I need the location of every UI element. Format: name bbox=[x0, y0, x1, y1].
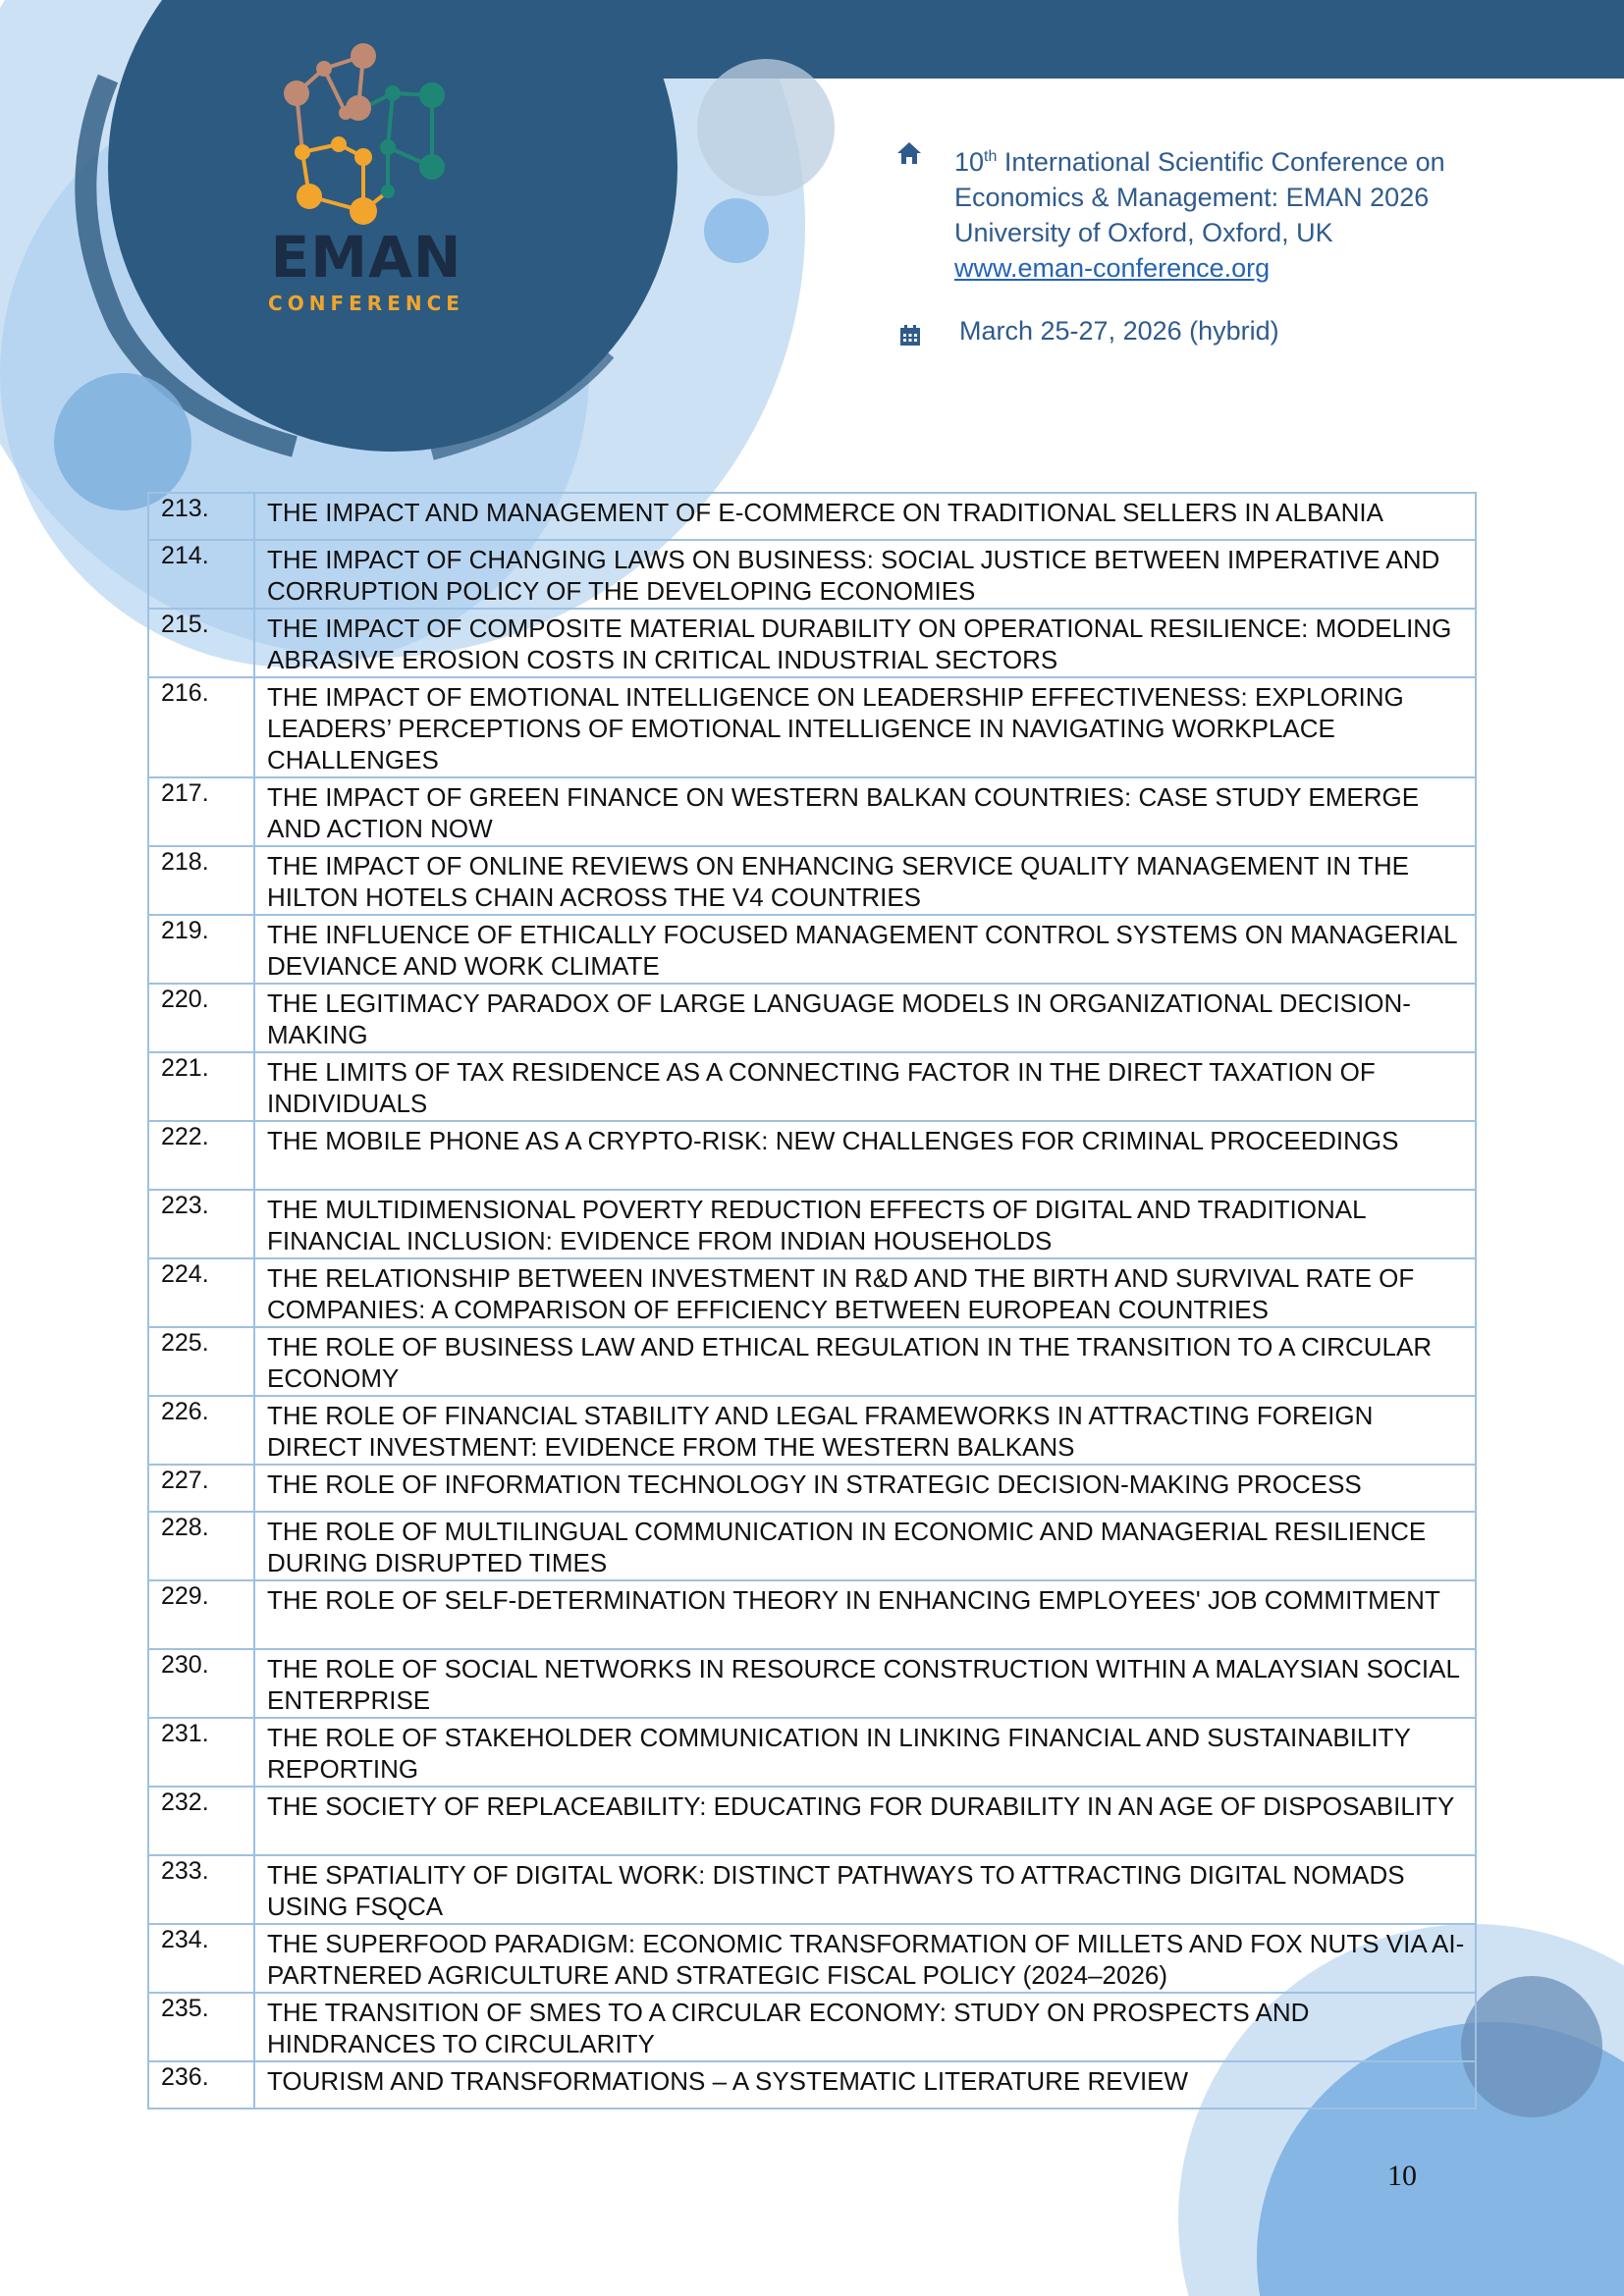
paper-title: THE IMPACT AND MANAGEMENT OF E-COMMERCE ON TRADITIONAL SELLERS IN ALBANIA bbox=[254, 493, 1476, 540]
table-row bbox=[148, 1121, 1476, 1190]
table-row bbox=[148, 677, 1476, 777]
table-row bbox=[148, 1649, 1476, 1718]
paper-number: 234. bbox=[148, 1924, 254, 1993]
paper-title: THE ROLE OF SELF-DETERMINATION THEORY IN ENHANCING EMPLOYEES' JOB COMMITMENT bbox=[254, 1580, 1476, 1649]
paper-number: 216. bbox=[148, 677, 254, 777]
paper-number: 213. bbox=[148, 493, 254, 540]
conference-dates: March 25-27, 2026 (hybrid) bbox=[959, 316, 1279, 346]
table-row bbox=[148, 1512, 1476, 1580]
paper-number: 225. bbox=[148, 1327, 254, 1396]
paper-title: THE ROLE OF MULTILINGUAL COMMUNICATION IN ECONOMIC AND MANAGERIAL RESILIENCE DURING DISRUPTED TIMES bbox=[254, 1512, 1476, 1580]
paper-number: 223. bbox=[148, 1190, 254, 1258]
table-row bbox=[148, 1396, 1476, 1465]
table-row bbox=[148, 846, 1476, 915]
paper-title: THE MULTIDIMENSIONAL POVERTY REDUCTION EFFECTS OF DIGITAL AND TRADITIONAL FINANCIAL INCLUSION: EVIDENCE FROM INDIAN HOUSEHOLDS bbox=[254, 1190, 1476, 1258]
paper-number: 214. bbox=[148, 540, 254, 609]
paper-title: THE TRANSITION OF SMES TO A CIRCULAR ECONOMY: STUDY ON PROSPECTS AND HINDRANCES TO CIRCULARITY bbox=[254, 1993, 1476, 2061]
paper-number: 229. bbox=[148, 1580, 254, 1649]
paper-title: THE IMPACT OF ONLINE REVIEWS ON ENHANCING SERVICE QUALITY MANAGEMENT IN THE HILTON HOTELS CHAIN ACROSS THE V4 COUNTRIES bbox=[254, 846, 1476, 915]
table-row bbox=[148, 1465, 1476, 1512]
paper-title: THE ROLE OF BUSINESS LAW AND ETHICAL REGULATION IN THE TRANSITION TO A CIRCULAR ECONOMY bbox=[254, 1327, 1476, 1396]
conference-info bbox=[954, 139, 1445, 286]
table-row bbox=[148, 1327, 1476, 1396]
paper-title: THE SUPERFOOD PARADIGM: ECONOMIC TRANSFORMATION OF MILLETS AND FOX NUTS VIA AI-PARTNERED AGRICULTURE AND STRATEGIC FISCAL POLICY (2024–2026) bbox=[254, 1924, 1476, 1993]
paper-number: 236. bbox=[148, 2061, 254, 2109]
paper-title: THE MOBILE PHONE AS A CRYPTO-RISK: NEW CHALLENGES FOR CRIMINAL PROCEEDINGS bbox=[254, 1121, 1476, 1190]
papers-table bbox=[147, 492, 1477, 2109]
table-row bbox=[148, 540, 1476, 609]
paper-title: THE ROLE OF INFORMATION TECHNOLOGY IN STRATEGIC DECISION-MAKING PROCESS bbox=[254, 1465, 1476, 1512]
paper-number: 215. bbox=[148, 609, 254, 677]
home-icon bbox=[895, 140, 923, 166]
page-number: 10 bbox=[1387, 2160, 1417, 2192]
paper-number: 227. bbox=[148, 1465, 254, 1512]
paper-title: THE IMPACT OF CHANGING LAWS ON BUSINESS: SOCIAL JUSTICE BETWEEN IMPERATIVE AND CORRUPTION POLICY OF THE DEVELOPING ECONOMIES bbox=[254, 540, 1476, 609]
paper-number: 226. bbox=[148, 1396, 254, 1465]
table-row bbox=[148, 1993, 1476, 2061]
paper-title: THE ROLE OF SOCIAL NETWORKS IN RESOURCE CONSTRUCTION WITHIN A MALAYSIAN SOCIAL ENTERPRISE bbox=[254, 1649, 1476, 1718]
table-row bbox=[148, 1718, 1476, 1787]
conference-title-line1: 10th International Scientific Conference on bbox=[954, 147, 1445, 177]
paper-number: 220. bbox=[148, 984, 254, 1052]
paper-title: THE ROLE OF FINANCIAL STABILITY AND LEGAL FRAMEWORKS IN ATTRACTING FOREIGN DIRECT INVESTMENT: EVIDENCE FROM THE WESTERN BALKANS bbox=[254, 1396, 1476, 1465]
table-row bbox=[148, 1052, 1476, 1121]
table-row bbox=[148, 493, 1476, 540]
table-row bbox=[148, 1855, 1476, 1924]
paper-title: THE IMPACT OF GREEN FINANCE ON WESTERN BALKAN COUNTRIES: CASE STUDY EMERGE AND ACTION NOW bbox=[254, 777, 1476, 846]
table-row bbox=[148, 1580, 1476, 1649]
paper-number: 222. bbox=[148, 1121, 254, 1190]
table-row bbox=[148, 915, 1476, 984]
paper-number: 230. bbox=[148, 1649, 254, 1718]
table-row bbox=[148, 1258, 1476, 1327]
paper-number: 235. bbox=[148, 1993, 254, 2061]
table-row bbox=[148, 1787, 1476, 1855]
paper-title: TOURISM AND TRANSFORMATIONS – A SYSTEMATIC LITERATURE REVIEW bbox=[254, 2061, 1476, 2109]
paper-title: THE ROLE OF STAKEHOLDER COMMUNICATION IN LINKING FINANCIAL AND SUSTAINABILITY REPORTING bbox=[254, 1718, 1476, 1787]
paper-number: 231. bbox=[148, 1718, 254, 1787]
table-row bbox=[148, 1924, 1476, 1993]
conference-venue: University of Oxford, Oxford, UK bbox=[954, 218, 1333, 247]
table-row bbox=[148, 777, 1476, 846]
paper-title: THE IMPACT OF COMPOSITE MATERIAL DURABILITY ON OPERATIONAL RESILIENCE: MODELING ABRASIVE EROSION COSTS IN CRITICAL INDUSTRIAL SECTORS bbox=[254, 609, 1476, 677]
paper-title: THE LEGITIMACY PARADOX OF LARGE LANGUAGE MODELS IN ORGANIZATIONAL DECISION-MAKING bbox=[254, 984, 1476, 1052]
paper-title: THE SOCIETY OF REPLACEABILITY: EDUCATING FOR DURABILITY IN AN AGE OF DISPOSABILITY bbox=[254, 1787, 1476, 1855]
conference-website-link[interactable]: www.eman-conference.org bbox=[954, 253, 1271, 283]
paper-title: THE INFLUENCE OF ETHICALLY FOCUSED MANAGEMENT CONTROL SYSTEMS ON MANAGERIAL DEVIANCE AND WORK CLIMATE bbox=[254, 915, 1476, 984]
paper-number: 217. bbox=[148, 777, 254, 846]
paper-number: 228. bbox=[148, 1512, 254, 1580]
paper-number: 233. bbox=[148, 1855, 254, 1924]
table-row bbox=[148, 609, 1476, 677]
table-row bbox=[148, 2061, 1476, 2109]
paper-number: 232. bbox=[148, 1787, 254, 1855]
paper-title: THE LIMITS OF TAX RESIDENCE AS A CONNECTING FACTOR IN THE DIRECT TAXATION OF INDIVIDUALS bbox=[254, 1052, 1476, 1121]
conference-title-line2: Economics & Management: EMAN 2026 bbox=[954, 183, 1430, 212]
table-row bbox=[148, 984, 1476, 1052]
paper-title: THE IMPACT OF EMOTIONAL INTELLIGENCE ON LEADERSHIP EFFECTIVENESS: EXPLORING LEADERS’ PERCEPTIONS OF EMOTIONAL INTELLIGENCE IN NAVIGATING WORKPLACE CHALLENGES bbox=[254, 677, 1476, 777]
logo-wordmark: EMAN bbox=[270, 224, 462, 291]
paper-number: 224. bbox=[148, 1258, 254, 1327]
paper-title: THE SPATIALITY OF DIGITAL WORK: DISTINCT PATHWAYS TO ATTRACTING DIGITAL NOMADS USING FSQCA bbox=[254, 1855, 1476, 1924]
paper-number: 221. bbox=[148, 1052, 254, 1121]
paper-number: 219. bbox=[148, 915, 254, 984]
table-row bbox=[148, 1190, 1476, 1258]
paper-number: 218. bbox=[148, 846, 254, 915]
calendar-icon bbox=[898, 324, 922, 347]
logo-subtitle: CONFERENCE bbox=[268, 292, 464, 315]
paper-title: THE RELATIONSHIP BETWEEN INVESTMENT IN R&D AND THE BIRTH AND SURVIVAL RATE OF COMPANIES: A COMPARISON OF EFFICIENCY BETWEEN EUROPEAN COUNTRIES bbox=[254, 1258, 1476, 1327]
